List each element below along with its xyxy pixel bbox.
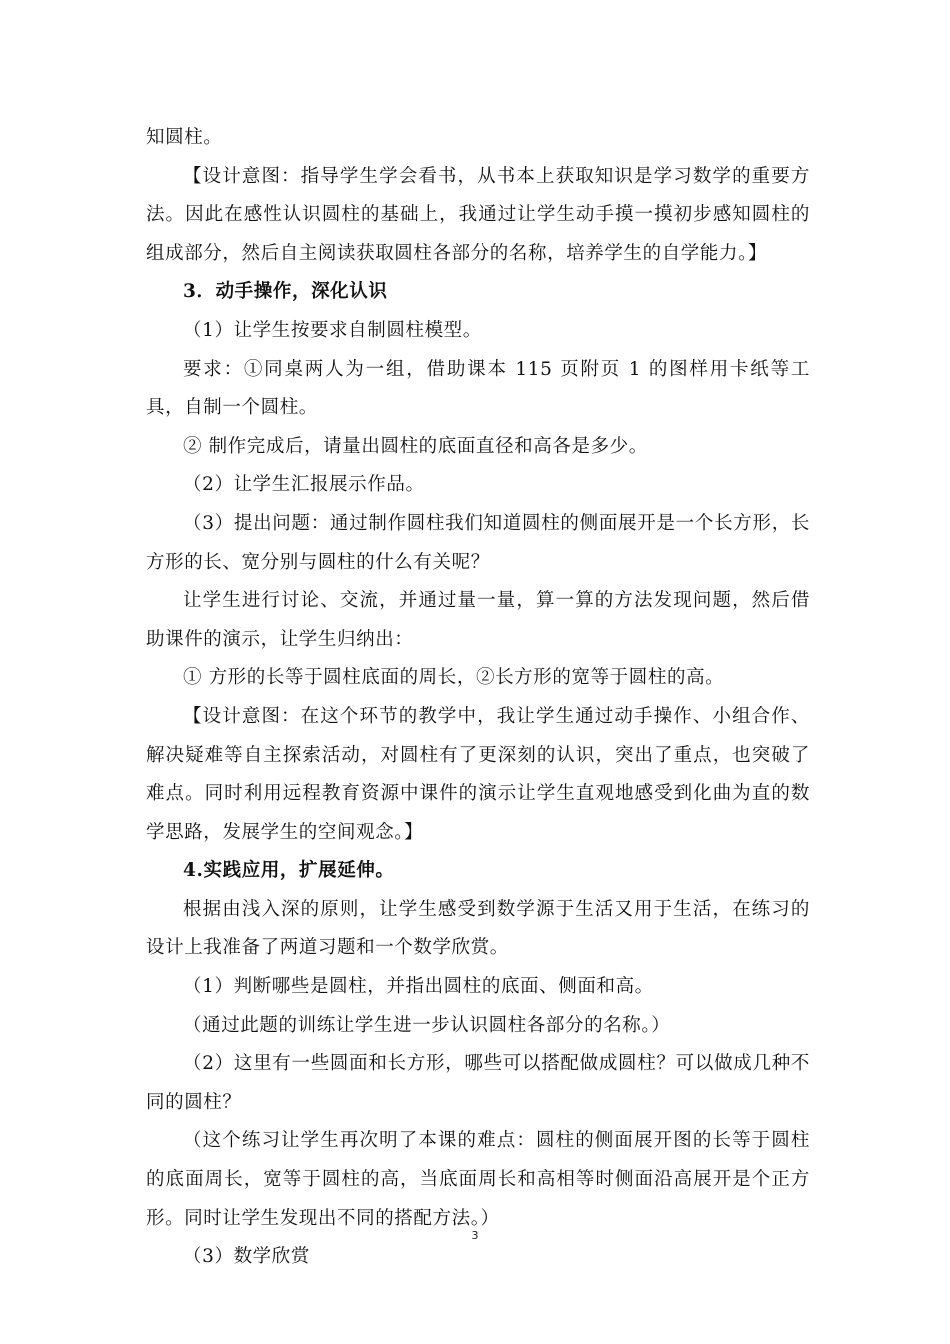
paragraph: （3）数学欣赏 bbox=[183, 1246, 310, 1268]
paragraph: （2）这里有一些圆面和长方形，哪些可以搭配做成圆柱？可以做成几种不同的圆柱？ bbox=[146, 1053, 810, 1113]
section-heading: 3．动手操作，深化认识 bbox=[183, 281, 388, 303]
paragraph: 根据由浅入深的原则，让学生感受到数学源于生活又用于生活，在练习的设计上我准备了两道习题和一个数学欣赏。 bbox=[146, 898, 810, 959]
page-number: 3 bbox=[471, 1229, 479, 1242]
paragraph: 要求：①同桌两人为一组，借助课本 115 页附页 1 的图样用卡纸等工具，自制一个圆柱。 bbox=[146, 358, 810, 419]
paragraph: （这个练习让学生再次明了本课的难点：圆柱的侧面展开图的长等于圆柱的底面周长，宽等于圆柱的高，当底面周长和高相等时侧面沿高展开是个正方形。同时让学生发现出不同的搭配方法。） bbox=[146, 1130, 810, 1229]
paragraph: 让学生进行讨论、交流，并通过量一量，算一算的方法发现问题，然后借助课件的演示，让学生归纳出： bbox=[146, 590, 810, 650]
paragraph: （通过此题的训练让学生进一步认识圆柱各部分的名称。） bbox=[183, 1014, 671, 1036]
paragraph: （1）判断哪些是圆柱，并指出圆柱的底面、侧面和高。 bbox=[183, 976, 654, 998]
paragraph: 知圆柱。 bbox=[146, 127, 223, 148]
paragraph-design-intent: 【设计意图：在这个环节的教学中，我让学生通过动手操作、小组合作、解决疑难等自主探索活动，对圆柱有了更深刻的认识，突出了重点，也突破了难点。同时利用远程教育资源中课件的演示让学生直观地感受到化曲为直的数学思路，发展学生的空间观念。】 bbox=[146, 705, 810, 843]
section-heading: 4.实践应用，扩展延伸。 bbox=[183, 860, 395, 882]
paragraph-design-intent: 【设计意图：指导学生学会看书，从书本上获取知识是学习数学的重要方法。因此在感性认识圆柱的基础上，我通过让学生动手摸一摸初步感知圆柱的组成部分，然后自主阅读获取圆柱各部分的名称，培养学生的自学能力。】 bbox=[146, 165, 810, 264]
paragraph: （3）提出问题：通过制作圆柱我们知道圆柱的侧面展开是一个长方形，长方形的长、宽分别与圆柱的什么有关呢？ bbox=[146, 512, 810, 573]
paragraph: ② 制作完成后，请量出圆柱的底面直径和高各是多少。 bbox=[183, 435, 648, 457]
paragraph: （2）让学生汇报展示作品。 bbox=[183, 474, 425, 496]
paragraph: ① 方形的长等于圆柱底面的周长，②长方形的宽等于圆柱的高。 bbox=[183, 667, 725, 689]
paragraph: （1）让学生按要求自制圆柱模型。 bbox=[183, 319, 482, 341]
body-text bbox=[146, 119, 810, 1277]
